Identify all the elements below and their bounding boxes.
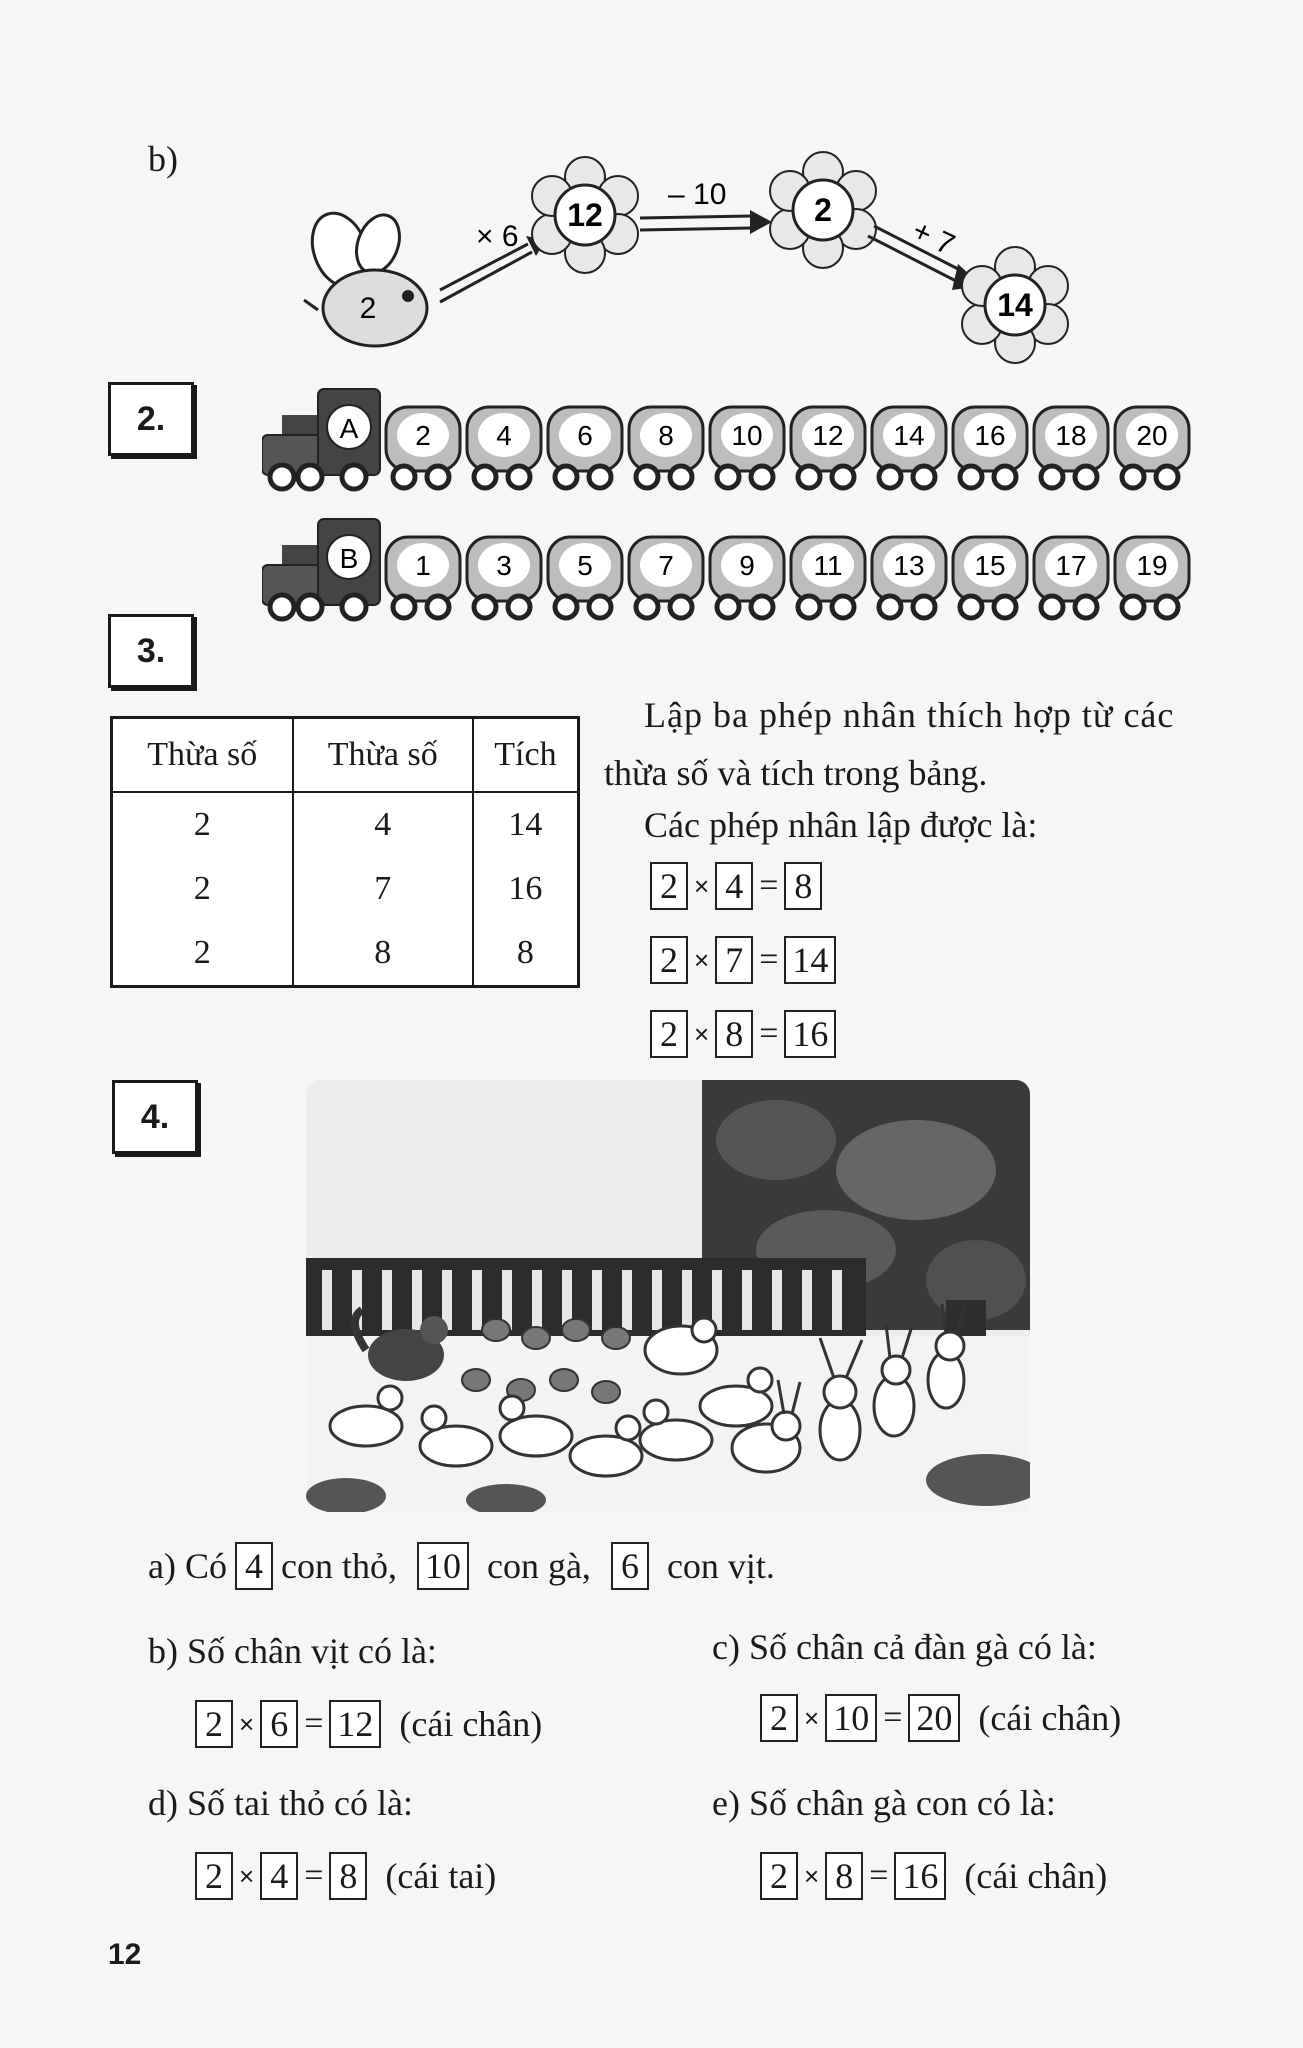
answer-box[interactable]: 8 (715, 1010, 753, 1058)
chickens-text: con gà, (486, 1546, 591, 1586)
locomotive-icon (262, 389, 380, 489)
train-car (872, 407, 946, 488)
answer-box[interactable]: 7 (715, 936, 753, 984)
table-cell: 2 (112, 857, 293, 921)
answer-box[interactable]: 4 (260, 1852, 298, 1900)
section-4-badge: 4. (112, 1080, 198, 1154)
train-car (1034, 407, 1108, 488)
rabbits-count-box[interactable]: 4 (235, 1542, 273, 1590)
answer-box[interactable]: 2 (650, 1010, 688, 1058)
table-cell: 2 (112, 921, 293, 987)
train-car-number: 1 (415, 550, 431, 581)
train-car-number: 4 (496, 420, 512, 451)
section-2-badge: 2. (108, 382, 194, 456)
train-car-number: 9 (739, 550, 755, 581)
equals-sign: = (759, 941, 779, 978)
equals-sign: = (759, 1015, 779, 1052)
train-car (629, 407, 703, 488)
train-car-number: 7 (658, 550, 674, 581)
table-cell: 2 (112, 792, 293, 857)
equals-sign: = (869, 1857, 889, 1894)
answer-label: Các phép nhân lập được là: (644, 805, 1038, 845)
locomotive-icon (262, 519, 380, 619)
train-b (262, 515, 1222, 625)
train-car-number: 12 (812, 420, 844, 451)
answer-box[interactable]: 8 (825, 1852, 863, 1900)
bee-icon (303, 205, 427, 346)
train-car-number: 6 (577, 420, 593, 451)
train-car (467, 407, 541, 488)
table-header: Tích (473, 718, 579, 793)
train-car (1115, 537, 1189, 618)
times-sign: × (239, 1708, 255, 1739)
rabbits-text: con thỏ, (280, 1546, 397, 1586)
equals-sign: = (304, 1857, 324, 1894)
train-car-number: 2 (415, 420, 431, 451)
unit-label: (cái chân) (399, 1704, 543, 1744)
table-row (112, 857, 579, 921)
step-result-1: 12 (567, 197, 603, 233)
equation-d (195, 1852, 496, 1900)
question-c: c) Số chân cả đàn gà có là: (712, 1627, 1097, 1667)
factor-table (110, 716, 580, 988)
answer-box[interactable]: 10 (825, 1694, 877, 1742)
table-cell: 7 (293, 857, 473, 921)
train-car-number: 18 (1055, 420, 1087, 451)
answer-box[interactable]: 4 (715, 862, 753, 910)
times-sign: × (694, 870, 710, 901)
train-car (872, 537, 946, 618)
equals-sign: = (304, 1705, 324, 1742)
unit-label: (cái chân) (964, 1856, 1108, 1896)
table-row (112, 921, 579, 987)
answer-box[interactable]: 14 (784, 936, 836, 984)
train-car (386, 407, 460, 488)
answer-box[interactable]: 6 (260, 1700, 298, 1748)
equals-sign: = (759, 867, 779, 904)
part-b-label: b) (148, 139, 178, 179)
step-op-1: × 6 (476, 220, 519, 253)
train-car (386, 537, 460, 618)
train-car-number: 11 (813, 550, 843, 581)
bee-value: 2 (359, 292, 377, 325)
answer-box[interactable]: 8 (329, 1852, 367, 1900)
table-cell: 8 (293, 921, 473, 987)
flower-icon (962, 247, 1068, 363)
question-b: b) Số chân vịt có là: (148, 1631, 437, 1671)
train-car (791, 537, 865, 618)
unit-label: (cái tai) (385, 1856, 497, 1896)
table-cell: 16 (473, 857, 579, 921)
train-car-number: 17 (1055, 550, 1087, 581)
equation-2 (650, 936, 836, 984)
answer-box[interactable]: 8 (784, 862, 822, 910)
equation-3 (650, 1010, 836, 1058)
times-sign: × (239, 1860, 255, 1891)
question-e: e) Số chân gà con có là: (712, 1783, 1056, 1823)
train-car-number: 20 (1136, 420, 1168, 451)
train-car (710, 407, 784, 488)
step-op-3: + 7 (907, 214, 960, 262)
equation-e (760, 1852, 1107, 1900)
train-car-number: 8 (658, 420, 674, 451)
section-3-badge: 3. (108, 614, 194, 688)
page-number: 12 (108, 1938, 142, 1971)
times-sign: × (694, 1018, 710, 1049)
train-car-number: 10 (731, 420, 763, 451)
answer-box[interactable]: 2 (195, 1852, 233, 1900)
instruction-line-1: Lập ba phép nhân thích hợp từ các (644, 695, 1175, 735)
question-a (148, 1542, 775, 1590)
equals-sign: = (883, 1699, 903, 1736)
train-car (467, 537, 541, 618)
table-cell: 4 (293, 792, 473, 857)
instruction-line-2: thừa số và tích trong bảng. (604, 753, 988, 793)
train-car-number: 5 (577, 550, 593, 581)
train-car (953, 407, 1027, 488)
chickens-count-box[interactable]: 10 (417, 1542, 469, 1590)
table-header: Thừa số (112, 718, 293, 793)
answer-box[interactable]: 2 (760, 1694, 798, 1742)
train-car (1115, 407, 1189, 488)
times-sign: × (804, 1702, 820, 1733)
train-car-number: 16 (974, 420, 1006, 451)
answer-box[interactable]: 16 (894, 1852, 946, 1900)
table-cell: 8 (473, 921, 579, 987)
step-op-2: – 10 (668, 178, 727, 211)
equation-b (195, 1700, 542, 1748)
answer-box[interactable]: 2 (650, 936, 688, 984)
unit-label: (cái chân) (978, 1698, 1122, 1738)
table-row (112, 792, 579, 857)
times-sign: × (694, 944, 710, 975)
flower-icon (770, 152, 876, 268)
train-car (791, 407, 865, 488)
equation-c (760, 1694, 1121, 1742)
train-car-number: 3 (496, 550, 512, 581)
train-car (629, 537, 703, 618)
train-car (548, 537, 622, 618)
train-car-number: 19 (1136, 550, 1168, 581)
ducks-text: con vịt. (666, 1546, 775, 1586)
answer-box[interactable]: 12 (329, 1700, 381, 1748)
table-header: Thừa số (293, 718, 473, 793)
train-car (548, 407, 622, 488)
question-a-prefix: a) Có (148, 1546, 227, 1586)
farm-illustration (306, 1080, 1030, 1512)
train-b-label: B (339, 543, 359, 574)
train-car (1034, 537, 1108, 618)
equation-1 (650, 862, 822, 910)
step-result-3: 14 (997, 287, 1033, 323)
train-car-number: 14 (893, 420, 925, 451)
train-a-label: A (339, 413, 359, 444)
step-result-2: 2 (814, 192, 832, 228)
number-chain-diagram (300, 140, 1100, 380)
answer-box[interactable]: 2 (650, 862, 688, 910)
train-a (262, 385, 1222, 495)
ducks-count-box[interactable]: 6 (611, 1542, 649, 1590)
train-car-number: 15 (974, 550, 1006, 581)
table-cell: 14 (473, 792, 579, 857)
question-d: d) Số tai thỏ có là: (148, 1783, 413, 1823)
train-car-number: 13 (893, 550, 925, 581)
train-car (710, 537, 784, 618)
flower-icon (532, 157, 638, 273)
answer-box[interactable]: 16 (784, 1010, 836, 1058)
times-sign: × (804, 1860, 820, 1891)
answer-box[interactable]: 20 (908, 1694, 960, 1742)
train-car (953, 537, 1027, 618)
answer-box[interactable]: 2 (760, 1852, 798, 1900)
answer-box[interactable]: 2 (195, 1700, 233, 1748)
